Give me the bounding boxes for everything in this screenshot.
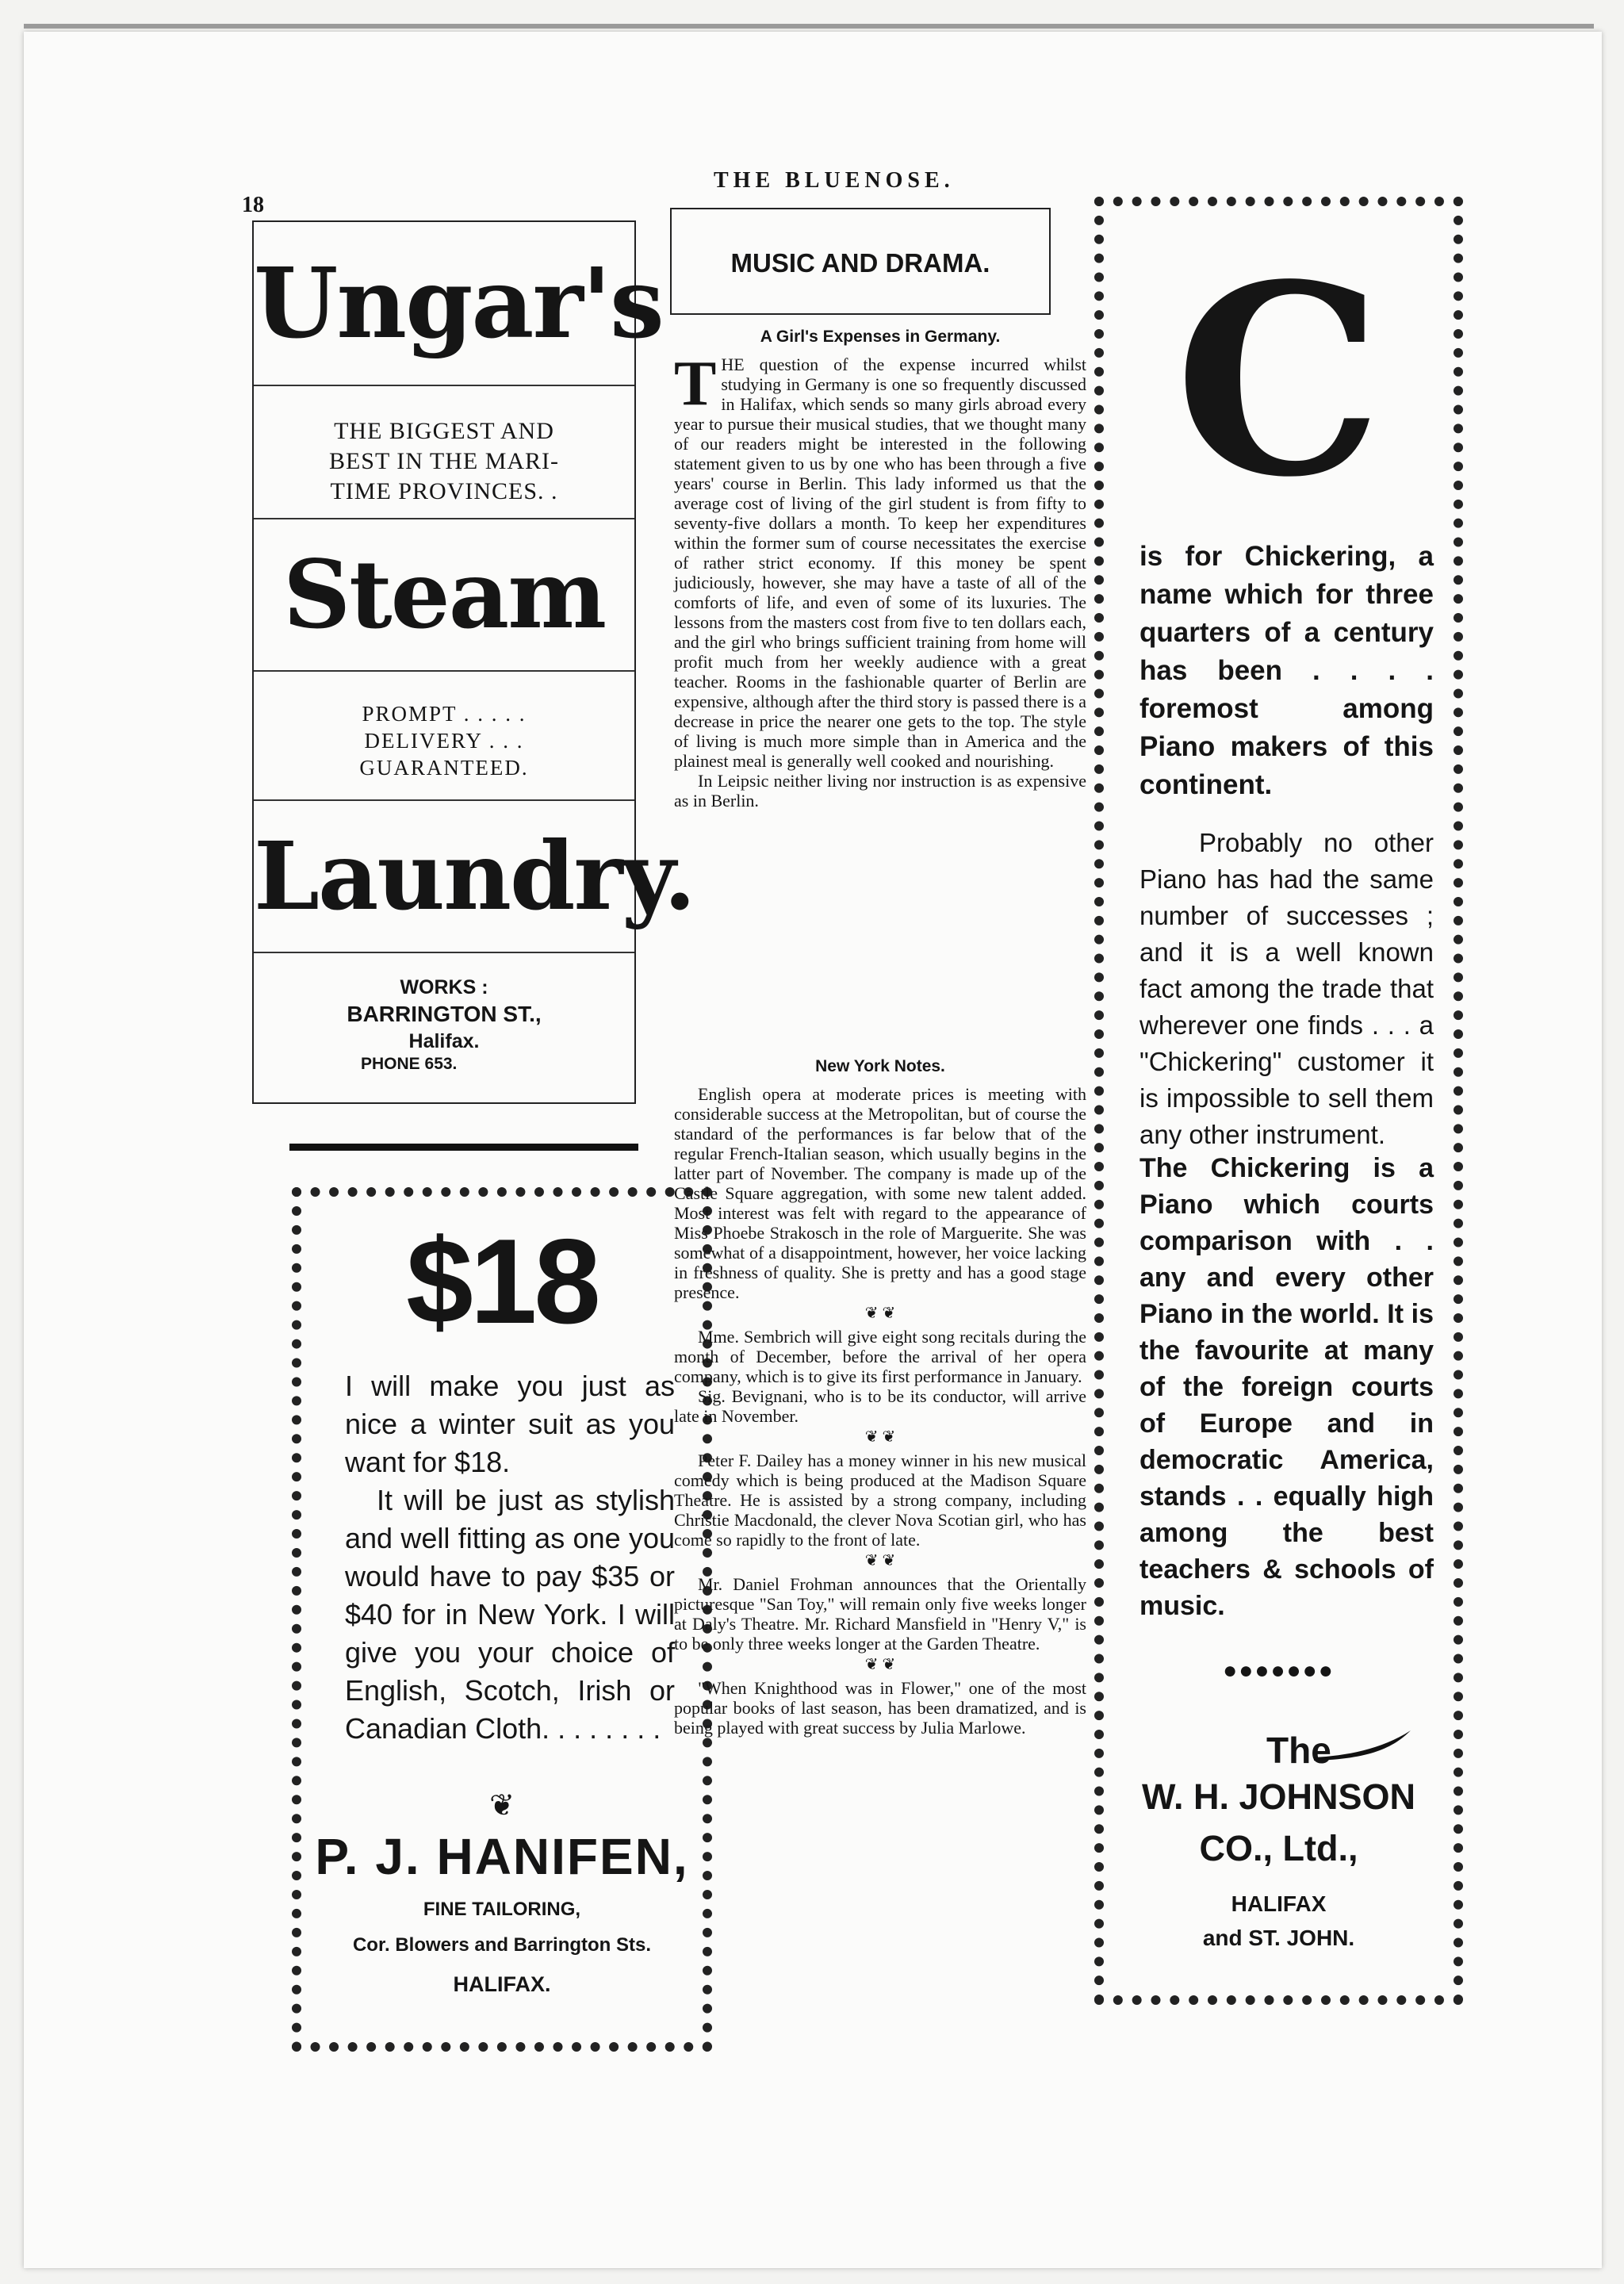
drop-cap: T — [674, 349, 717, 419]
ungar-phone: PHONE 653. — [361, 1055, 458, 1073]
section-title-box: MUSIC AND DRAMA. — [670, 208, 1051, 315]
article-paragraph: Mr. Daniel Frohman announces that the Orientally picturesque "San Toy," will remain only five weeks longer at Daly's Theatre. Mr. Richard Mansfield in "Henry V," is to be only three weeks longer at the Garden Theatre. — [674, 1574, 1086, 1654]
ungar-description — [254, 385, 634, 519]
tailor-trade: FINE TAILORING, — [423, 1899, 581, 1920]
separator-ornament-icon: ❦ ❦ — [864, 1305, 896, 1322]
swoosh-ornament-icon — [1314, 1727, 1413, 1763]
publication-title: THE BLUENOSE. — [714, 168, 955, 193]
ad-copy — [345, 1367, 675, 1748]
article-paragraph: English opera at moderate prices is meeting with considerable success at the Metropolitan, but of course the standard of the performances is far below that of the regular French-Italian season, which usually begins in the latter part of November. The company is made up of the Castle Square aggregation, with some new talent added. Most interest was felt with regard to the appearance of Miss Phoebe Strakosch in the role of Marguerite. She was somewhat of a disappointment, however, her voice lacking in freshness of quality. She is pretty and has a good stage presence. — [674, 1084, 1086, 1302]
ungar-prompt-line: PROMPT . . . . . — [362, 702, 527, 726]
ungar-city: Halifax. — [408, 1030, 480, 1052]
article-paragraph: In Leipsic neither living nor instruction is as expensive as in Berlin. — [674, 771, 1086, 811]
ungar-laundry-ad — [252, 220, 695, 1104]
company-name-suffix: CO., Ltd., — [1199, 1828, 1358, 1868]
tailor-name: P. J. HANIFEN, — [315, 1828, 689, 1885]
company-city: HALIFAX — [1231, 1891, 1327, 1916]
article-text: HE question of the expense incurred whilst studying in Germany is one so frequently discussed in Halifax, which sends so many girls abroad every year to pursue their musical studies, that we thought many of our readers might be interested in the following statement given to us by one who has been through a five years' course in Berlin. This lady informed us that the average cost of living of the girl student is from fifty to seventy-five dollars a month. To keep her expenditures within the former sum of course necessitates the exercise of rather strict economy. If this money be spent judiciously, however, she may have a taste of all of the comforts of life, and even of some of its luxuries. The lessons from the masters cost from five to ten dollars each, and the girl who brings sufficient training from home will profit much from her weekly audience with a great teacher. Rooms in the fashionable quarter of Berlin are expensive, although after the third story is passed there is a decrease in price the nearer one gets to the top. The style of living is much more simple than in America and the plainest meal is generally well cooked and nourishing. — [674, 354, 1086, 771]
fleuron-ornament-icon: ❦ — [489, 1789, 515, 1822]
company-article: The — [1266, 1730, 1331, 1771]
ungar-desc-line: BEST IN THE MARI- — [328, 448, 560, 474]
separator-ornament-icon: ❦ ❦ — [864, 1428, 896, 1446]
ungar-desc-line: TIME PROVINCES. . — [330, 478, 558, 504]
ad-price: $18 — [406, 1214, 598, 1349]
ungar-works-label: WORKS : — [400, 976, 488, 998]
ungar-address-block — [254, 952, 634, 1101]
dot-row-ornament: ●●●●●●● — [1223, 1657, 1335, 1684]
article-paragraph: Peter F. Dailey has a money winner in his new musical comedy which is being produced at the Madison Square Theatre. He is assisted by a strong company, including Christie Macdonald, the clever Nova Scotian girl, who has come so rapidly to the front of late. — [674, 1450, 1086, 1550]
ad-paragraph: It will be just as stylish and well fitting as one you would have to pay $35 or $40 for in New York. I will give you your choice of English, Scotch, Irish or Canadian Cloth. . . . . . . . — [345, 1484, 675, 1745]
ungar-desc-line: THE BIGGEST AND — [334, 418, 554, 444]
article-heading: New York Notes. — [815, 1057, 945, 1075]
column-divider-rule — [289, 1144, 638, 1151]
tailor-city: HALIFAX. — [453, 1972, 551, 1996]
separator-ornament-icon: ❦ ❦ — [864, 1656, 896, 1673]
tailor-address: Cor. Blowers and Barrington Sts. — [352, 1934, 652, 1956]
separator-ornament-icon: ❦ ❦ — [864, 1552, 896, 1569]
article-paragraph: Mme. Sembrich will give eight song recitals during the month of December, before the arrival of her opera company, which is to give its first performance in January. — [674, 1327, 1086, 1386]
ungar-prompt-line: GUARANTEED. — [359, 756, 529, 780]
hanifen-tailoring-ad — [292, 1187, 712, 2052]
page-number: 18 — [242, 193, 264, 217]
ungar-laundry: Laundry. — [254, 801, 634, 953]
chickering-body: Probably no other Piano has had the same number of successes ; and it is a well known fact among the trade that wherever one finds . . . a "Chickering" customer it is impossible to sell them any other instrument. — [1139, 828, 1434, 1149]
company-name: W. H. JOHNSON — [1141, 1776, 1416, 1817]
article-paragraph — [674, 349, 1086, 771]
chickering-piano-ad — [1094, 197, 1463, 2005]
article-girls-expenses — [674, 327, 1086, 811]
article-paragraph: Sig. Bevignani, who is to be its conductor, will arrive late in November. — [674, 1386, 1086, 1426]
ungar-steam: Steam — [254, 519, 634, 672]
article-heading: A Girl's Expenses in Germany. — [760, 328, 1001, 346]
article-paragraph: "When Knighthood was in Flower," one of the most popular books of last season, has been dramatized, and is being played with great success by Julia Marlowe. — [674, 1678, 1086, 1738]
chickering-claim: The Chickering is a Piano which courts comparison with . . any and every other Piano in the world. It is the favourite at many of the foreign courts of Europe and in democratic America, stands . . equally high among the best teachers & schools of music. — [1139, 1153, 1434, 1621]
big-letter-c: C — [1174, 227, 1383, 535]
ad-paragraph: I will make you just as nice a winter suit as you want for $18. — [345, 1370, 675, 1478]
top-edge-rule — [24, 24, 1594, 29]
ungar-street: BARRINGTON ST., — [347, 1002, 542, 1026]
chickering-lead: is for Chickering, a name which for three quarters of a century has been . . . . foremost among Piano makers of this continent. — [1139, 541, 1434, 800]
article-new-york-notes — [674, 1056, 1086, 1738]
ungar-prompt-line: DELIVERY . . . — [364, 729, 524, 753]
company-city-2: and ST. JOHN. — [1202, 1926, 1355, 1950]
ungar-prompt-block — [254, 670, 634, 801]
ungar-title: Ungar's — [254, 222, 634, 386]
